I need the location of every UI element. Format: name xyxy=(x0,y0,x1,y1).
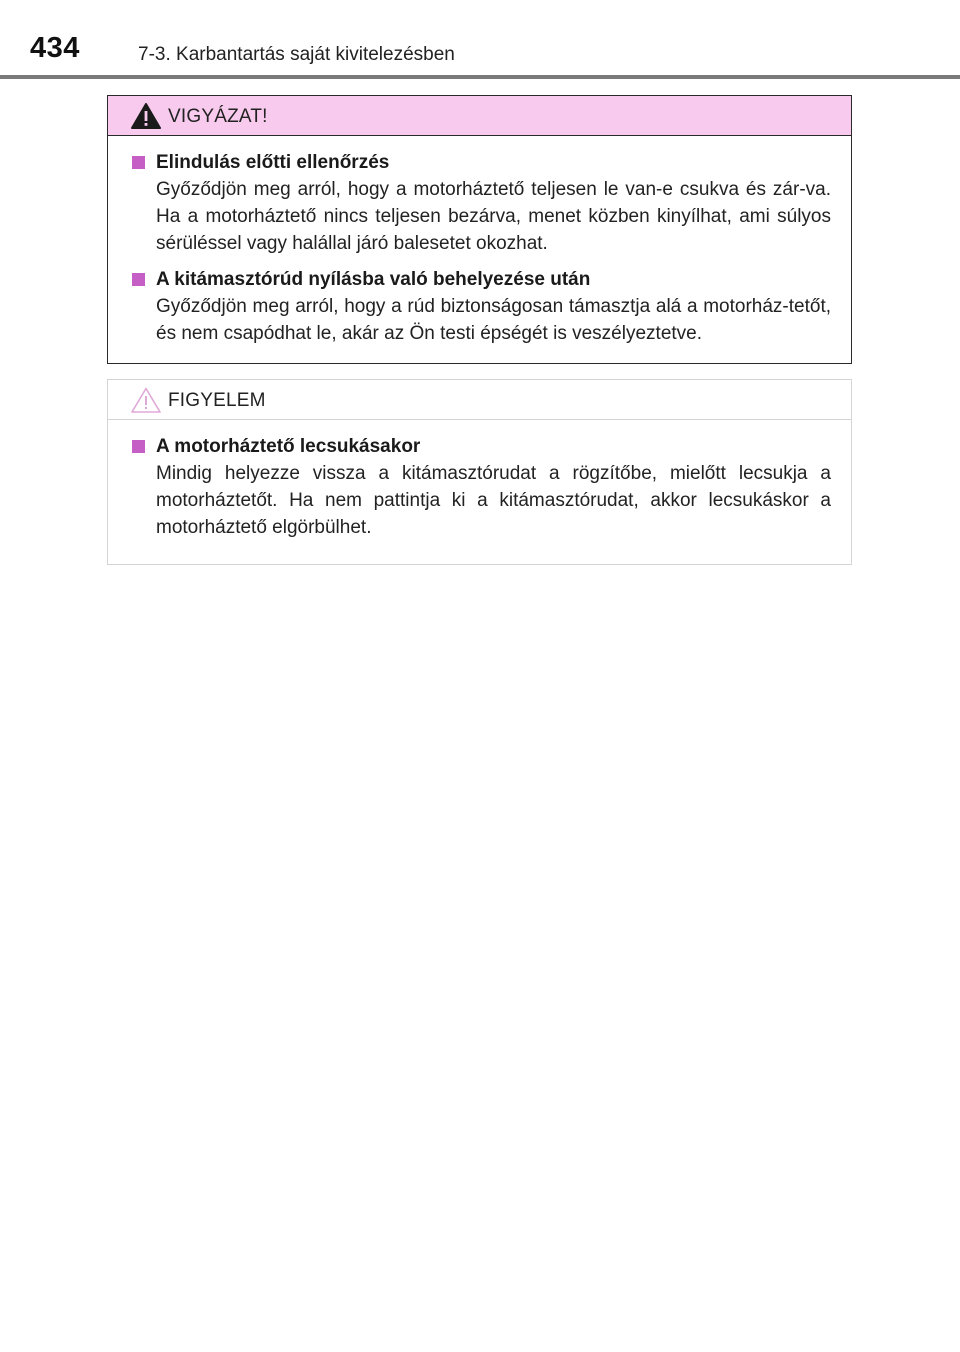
notice-box-title: FIGYELEM xyxy=(168,390,266,411)
square-bullet-icon xyxy=(132,273,145,286)
item-text: Győződjön meg arról, hogy a rúd biztonságosan támasztja alá a motorház-tetőt, és nem csapódhat le, akár az Ön testi épségét is veszélyeztetve. xyxy=(156,296,831,344)
warning-box-body xyxy=(108,136,851,347)
square-bullet-icon xyxy=(132,440,145,453)
notice-box-body xyxy=(108,420,851,541)
item-heading-text: A motorháztető lecsukásakor xyxy=(156,436,421,457)
section-title: 7-3. Karbantartás saját kivitelezésben xyxy=(138,44,455,65)
item-text: Mindig helyezze vissza a kitámasztórudat a rögzítőbe, mielőtt lecsukja a motorháztetőt. Ha nem pattintja ki a kitámasztórudat, akkor lecsukáskor a motorháztető elgörbülhet. xyxy=(156,463,831,538)
notice-box-header xyxy=(108,380,851,420)
page-number: 434 xyxy=(30,32,80,64)
caution-triangle-outline-icon xyxy=(130,386,162,414)
item-heading xyxy=(132,434,831,460)
warning-triangle-icon xyxy=(130,102,162,130)
notice-box xyxy=(107,379,852,565)
header-rule xyxy=(0,75,960,79)
page-header xyxy=(0,0,960,80)
square-bullet-icon xyxy=(132,156,145,169)
warning-box xyxy=(107,95,852,364)
item-heading-text: Elindulás előtti ellenőrzés xyxy=(156,152,390,173)
list-item xyxy=(132,150,831,257)
item-heading-text: A kitámasztórúd nyílásba való behelyezése után xyxy=(156,269,591,290)
item-text: Győződjön meg arról, hogy a motorháztető teljesen le van-e csukva és zár-va. Ha a motorháztető nincs teljesen bezárva, menet közben kinyílhat, ami súlyos sérüléssel vagy halállal járó balesetet okozhat. xyxy=(156,179,831,254)
item-heading xyxy=(132,150,831,176)
list-item xyxy=(132,434,831,541)
warning-box-title: VIGYÁZAT! xyxy=(168,106,268,127)
list-item xyxy=(132,267,831,347)
warning-box-header xyxy=(108,96,851,136)
item-heading xyxy=(132,267,831,293)
